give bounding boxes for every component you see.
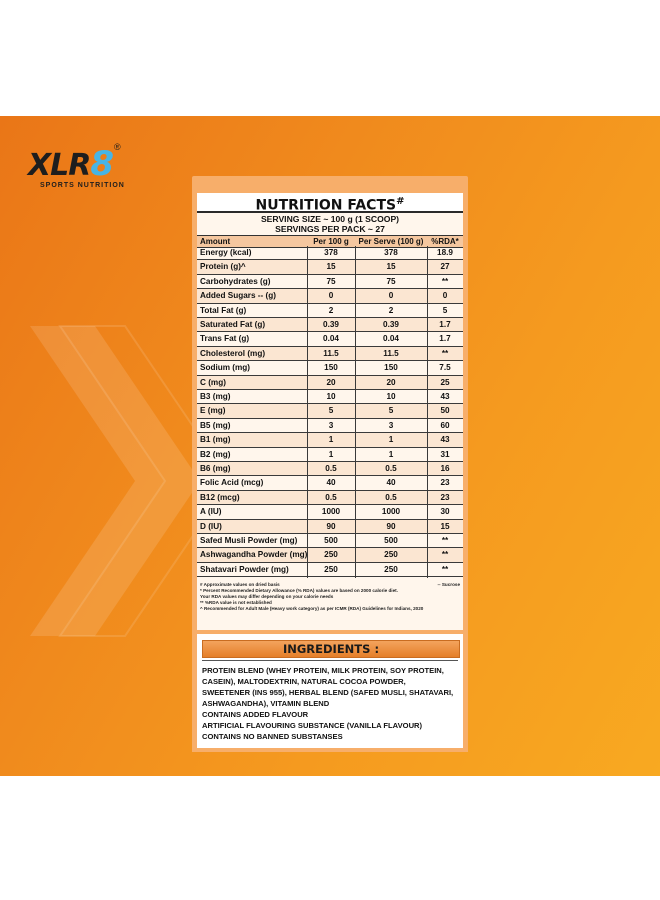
value-per-100g: 20 bbox=[326, 377, 336, 387]
nutrition-title-text: NUTRITION FACTS bbox=[255, 197, 397, 214]
header-per-serve: Per Serve (100 g) bbox=[358, 237, 424, 246]
header-per-100g: Per 100 g bbox=[313, 237, 349, 246]
value-per-serve: 2 bbox=[388, 305, 394, 315]
nutrient-name: Folic Acid (mcg) bbox=[200, 478, 264, 488]
table-row bbox=[197, 347, 463, 361]
table-row bbox=[197, 419, 463, 433]
nutrient-name: Total Fat (g) bbox=[200, 305, 247, 315]
nutrient-name: Safed Musli Powder (mg) bbox=[200, 536, 298, 545]
value-per-100g: 15 bbox=[326, 262, 336, 272]
value-per-100g: 5 bbox=[328, 406, 334, 416]
value-per-serve: 3 bbox=[388, 420, 394, 430]
table-row bbox=[197, 318, 463, 332]
value-per-serve: 0 bbox=[388, 291, 394, 301]
footnote: ^ Recommended for Adult Male (Heavy work category) as per ICMR (RDA) Guidelines for Indians, 2020 bbox=[200, 606, 424, 611]
value-per-serve: 0.5 bbox=[385, 464, 397, 473]
value-per-100g: 0.39 bbox=[323, 320, 339, 329]
logo-text: XLR bbox=[28, 148, 91, 183]
value-rda: ** bbox=[441, 348, 449, 358]
value-rda: 31 bbox=[440, 449, 450, 459]
value-rda: 0 bbox=[442, 291, 448, 301]
value-rda: ** bbox=[441, 536, 449, 545]
table-row bbox=[197, 505, 463, 519]
value-per-100g: 0.04 bbox=[323, 334, 339, 344]
value-per-100g: 11.5 bbox=[323, 348, 339, 358]
brand-logo bbox=[26, 138, 136, 208]
value-rda: 5 bbox=[442, 305, 448, 315]
nutrition-card bbox=[197, 193, 463, 645]
table-row bbox=[197, 520, 463, 534]
header-amount: Amount bbox=[200, 237, 231, 246]
table-row bbox=[197, 448, 463, 462]
table-row bbox=[197, 246, 463, 260]
logo-number: 8 bbox=[90, 144, 114, 184]
value-rda: ** bbox=[441, 276, 449, 286]
footnote: # Approximate values on dried basis bbox=[200, 582, 280, 587]
value-per-100g: 75 bbox=[326, 276, 336, 286]
table-row bbox=[197, 361, 463, 375]
value-per-serve: 1 bbox=[388, 435, 394, 445]
nutrient-name: Carbohydrates (g) bbox=[200, 276, 271, 286]
nutrient-name: E (mg) bbox=[200, 406, 226, 416]
value-rda: 30 bbox=[440, 507, 450, 517]
value-per-serve: 15 bbox=[386, 262, 396, 272]
logo-tagline: SPORTS NUTRITION bbox=[40, 182, 125, 189]
nutrient-name: B3 (mg) bbox=[200, 392, 231, 401]
value-per-100g: 250 bbox=[324, 564, 338, 574]
value-per-100g: 500 bbox=[324, 536, 338, 545]
ingredients-line: CASEIN), MALTODEXTRIN, NATURAL COCOA POWDER, bbox=[202, 677, 406, 686]
value-per-serve: 378 bbox=[384, 248, 398, 257]
ingredients-line: ASHWAGANDHA), VITAMIN BLEND bbox=[202, 699, 330, 708]
value-per-serve: 250 bbox=[384, 564, 398, 574]
value-per-100g: 1000 bbox=[321, 507, 341, 517]
value-per-100g: 90 bbox=[326, 521, 336, 531]
product-banner bbox=[0, 116, 660, 776]
nutrient-name: B1 (mg) bbox=[200, 435, 231, 445]
value-rda: 50 bbox=[440, 406, 450, 416]
ingredients-line: CONTAINS ADDED FLAVOUR bbox=[202, 710, 309, 719]
nutrient-name: Trans Fat (g) bbox=[200, 334, 250, 344]
column-divider bbox=[427, 246, 428, 578]
column-divider bbox=[307, 246, 308, 578]
ingredients-title: INGREDIENTS : bbox=[282, 642, 380, 656]
nutrient-name: A (IU) bbox=[200, 507, 222, 517]
value-per-100g: 40 bbox=[326, 478, 336, 488]
table-row bbox=[197, 304, 463, 318]
value-per-serve: 150 bbox=[384, 363, 398, 373]
table-row bbox=[197, 563, 463, 577]
nutrient-name: Added Sugars -- (g) bbox=[200, 291, 276, 301]
value-per-100g: 378 bbox=[324, 248, 338, 257]
nutrient-name: Protein (g)^ bbox=[200, 262, 246, 272]
value-rda: 43 bbox=[440, 392, 450, 401]
value-per-100g: 0 bbox=[328, 291, 334, 301]
nutrition-title bbox=[197, 193, 463, 213]
nutrient-name: Ashwagandha Powder (mg) bbox=[200, 550, 308, 560]
footnote: * Percent Recommended Dietary Allowance (% RDA) values are based on 2000 calorie diet. bbox=[200, 588, 398, 593]
ingredients-line: SWEETENER (INS 955), HERBAL BLEND (SAFED MUSLI, SHATAVARI, bbox=[202, 688, 454, 697]
nutrient-name: Energy (kcal) bbox=[200, 248, 252, 257]
nutrient-name: B6 (mg) bbox=[200, 464, 231, 473]
ingredients-title-bar bbox=[202, 640, 460, 658]
value-rda: 43 bbox=[440, 435, 450, 445]
servings-per-pack: SERVINGS PER PACK ~ 27 bbox=[275, 224, 385, 234]
table-row bbox=[197, 548, 463, 562]
value-rda: 7.5 bbox=[439, 363, 451, 373]
nutrient-name: D (IU) bbox=[200, 521, 222, 531]
value-per-100g: 250 bbox=[324, 550, 338, 560]
value-per-serve: 40 bbox=[386, 478, 396, 488]
logo-wordmark bbox=[28, 144, 113, 184]
value-per-serve: 1000 bbox=[381, 507, 401, 517]
value-rda: 27 bbox=[440, 262, 450, 272]
value-per-serve: 0.39 bbox=[383, 320, 399, 329]
value-per-100g: 10 bbox=[326, 392, 336, 401]
ingredients-line: CONTAINS NO BANNED SUBSTANSES bbox=[202, 732, 343, 741]
table-row bbox=[197, 376, 463, 390]
nutrition-footnotes bbox=[200, 582, 460, 612]
ingredients-line: ARTIFICIAL FLAVOURING SUBSTANCE (VANILLA FLAVOUR) bbox=[202, 721, 423, 730]
table-row bbox=[197, 332, 463, 346]
value-per-serve: 75 bbox=[386, 276, 396, 286]
footnote-sucrose: -- Sucrose bbox=[437, 582, 460, 587]
serving-size: SERVING SIZE ~ 100 g (1 SCOOP) bbox=[260, 214, 400, 224]
value-per-100g: 2 bbox=[328, 305, 334, 315]
nutrient-name: Sodium (mg) bbox=[200, 363, 251, 373]
nutrient-name: Shatavari Powder (mg) bbox=[200, 564, 289, 574]
value-per-100g: 0.5 bbox=[325, 464, 337, 473]
footnote: Your RDA values may differ depending on your calorie needs bbox=[200, 594, 334, 599]
nutrient-name: B12 (mcg) bbox=[200, 492, 240, 502]
value-rda: 16 bbox=[440, 464, 450, 473]
value-per-100g: 0.5 bbox=[325, 492, 337, 502]
value-rda: 25 bbox=[440, 377, 450, 387]
value-per-serve: 500 bbox=[384, 536, 398, 545]
nutrition-title-mark: # bbox=[396, 196, 405, 207]
ingredients-card bbox=[197, 634, 463, 748]
value-per-serve: 20 bbox=[386, 377, 396, 387]
header-rda: %RDA* bbox=[431, 237, 459, 246]
value-per-serve: 0.5 bbox=[385, 492, 397, 502]
nutrition-panel bbox=[192, 176, 468, 652]
value-rda: 23 bbox=[440, 492, 450, 502]
registered-mark: ® bbox=[114, 142, 121, 152]
table-row bbox=[197, 275, 463, 289]
ingredients-divider bbox=[202, 660, 458, 661]
table-row bbox=[197, 433, 463, 447]
ingredients-list bbox=[202, 665, 460, 742]
value-per-100g: 1 bbox=[328, 449, 334, 459]
value-rda: 60 bbox=[440, 420, 450, 430]
table-row bbox=[197, 491, 463, 505]
column-divider bbox=[355, 246, 356, 578]
table-row bbox=[197, 390, 463, 404]
nutrient-name: Cholesterol (mg) bbox=[200, 348, 266, 358]
table-row bbox=[197, 404, 463, 418]
value-per-100g: 1 bbox=[328, 435, 334, 445]
footnote: ** %RDA value is not established bbox=[200, 600, 272, 605]
nutrient-name: Saturated Fat (g) bbox=[200, 320, 266, 329]
value-per-100g: 3 bbox=[328, 420, 334, 430]
value-per-serve: 1 bbox=[388, 449, 394, 459]
value-rda: ** bbox=[441, 564, 449, 574]
ingredients-panel bbox=[192, 630, 468, 752]
value-rda: ** bbox=[441, 550, 449, 560]
nutrient-name: C (mg) bbox=[200, 377, 226, 387]
value-per-serve: 90 bbox=[386, 521, 396, 531]
table-row bbox=[197, 476, 463, 490]
table-row bbox=[197, 289, 463, 303]
value-per-serve: 10 bbox=[386, 392, 396, 401]
value-per-100g: 150 bbox=[324, 363, 338, 373]
table-row bbox=[197, 462, 463, 476]
nutrient-name: B5 (mg) bbox=[200, 420, 231, 430]
table-row bbox=[197, 260, 463, 274]
value-per-serve: 250 bbox=[384, 550, 398, 560]
value-rda: 23 bbox=[440, 478, 450, 488]
value-per-serve: 11.5 bbox=[383, 348, 399, 358]
value-rda: 18.9 bbox=[437, 248, 453, 257]
value-per-serve: 0.04 bbox=[383, 334, 399, 344]
value-rda: 1.7 bbox=[439, 320, 451, 329]
value-rda: 1.7 bbox=[439, 334, 451, 344]
value-rda: 15 bbox=[440, 521, 450, 531]
table-row bbox=[197, 534, 463, 548]
value-per-serve: 5 bbox=[388, 406, 394, 416]
ingredients-line: PROTEIN BLEND (WHEY PROTEIN, MILK PROTEIN, SOY PROTEIN, bbox=[202, 666, 444, 675]
nutrient-name: B2 (mg) bbox=[200, 449, 231, 459]
